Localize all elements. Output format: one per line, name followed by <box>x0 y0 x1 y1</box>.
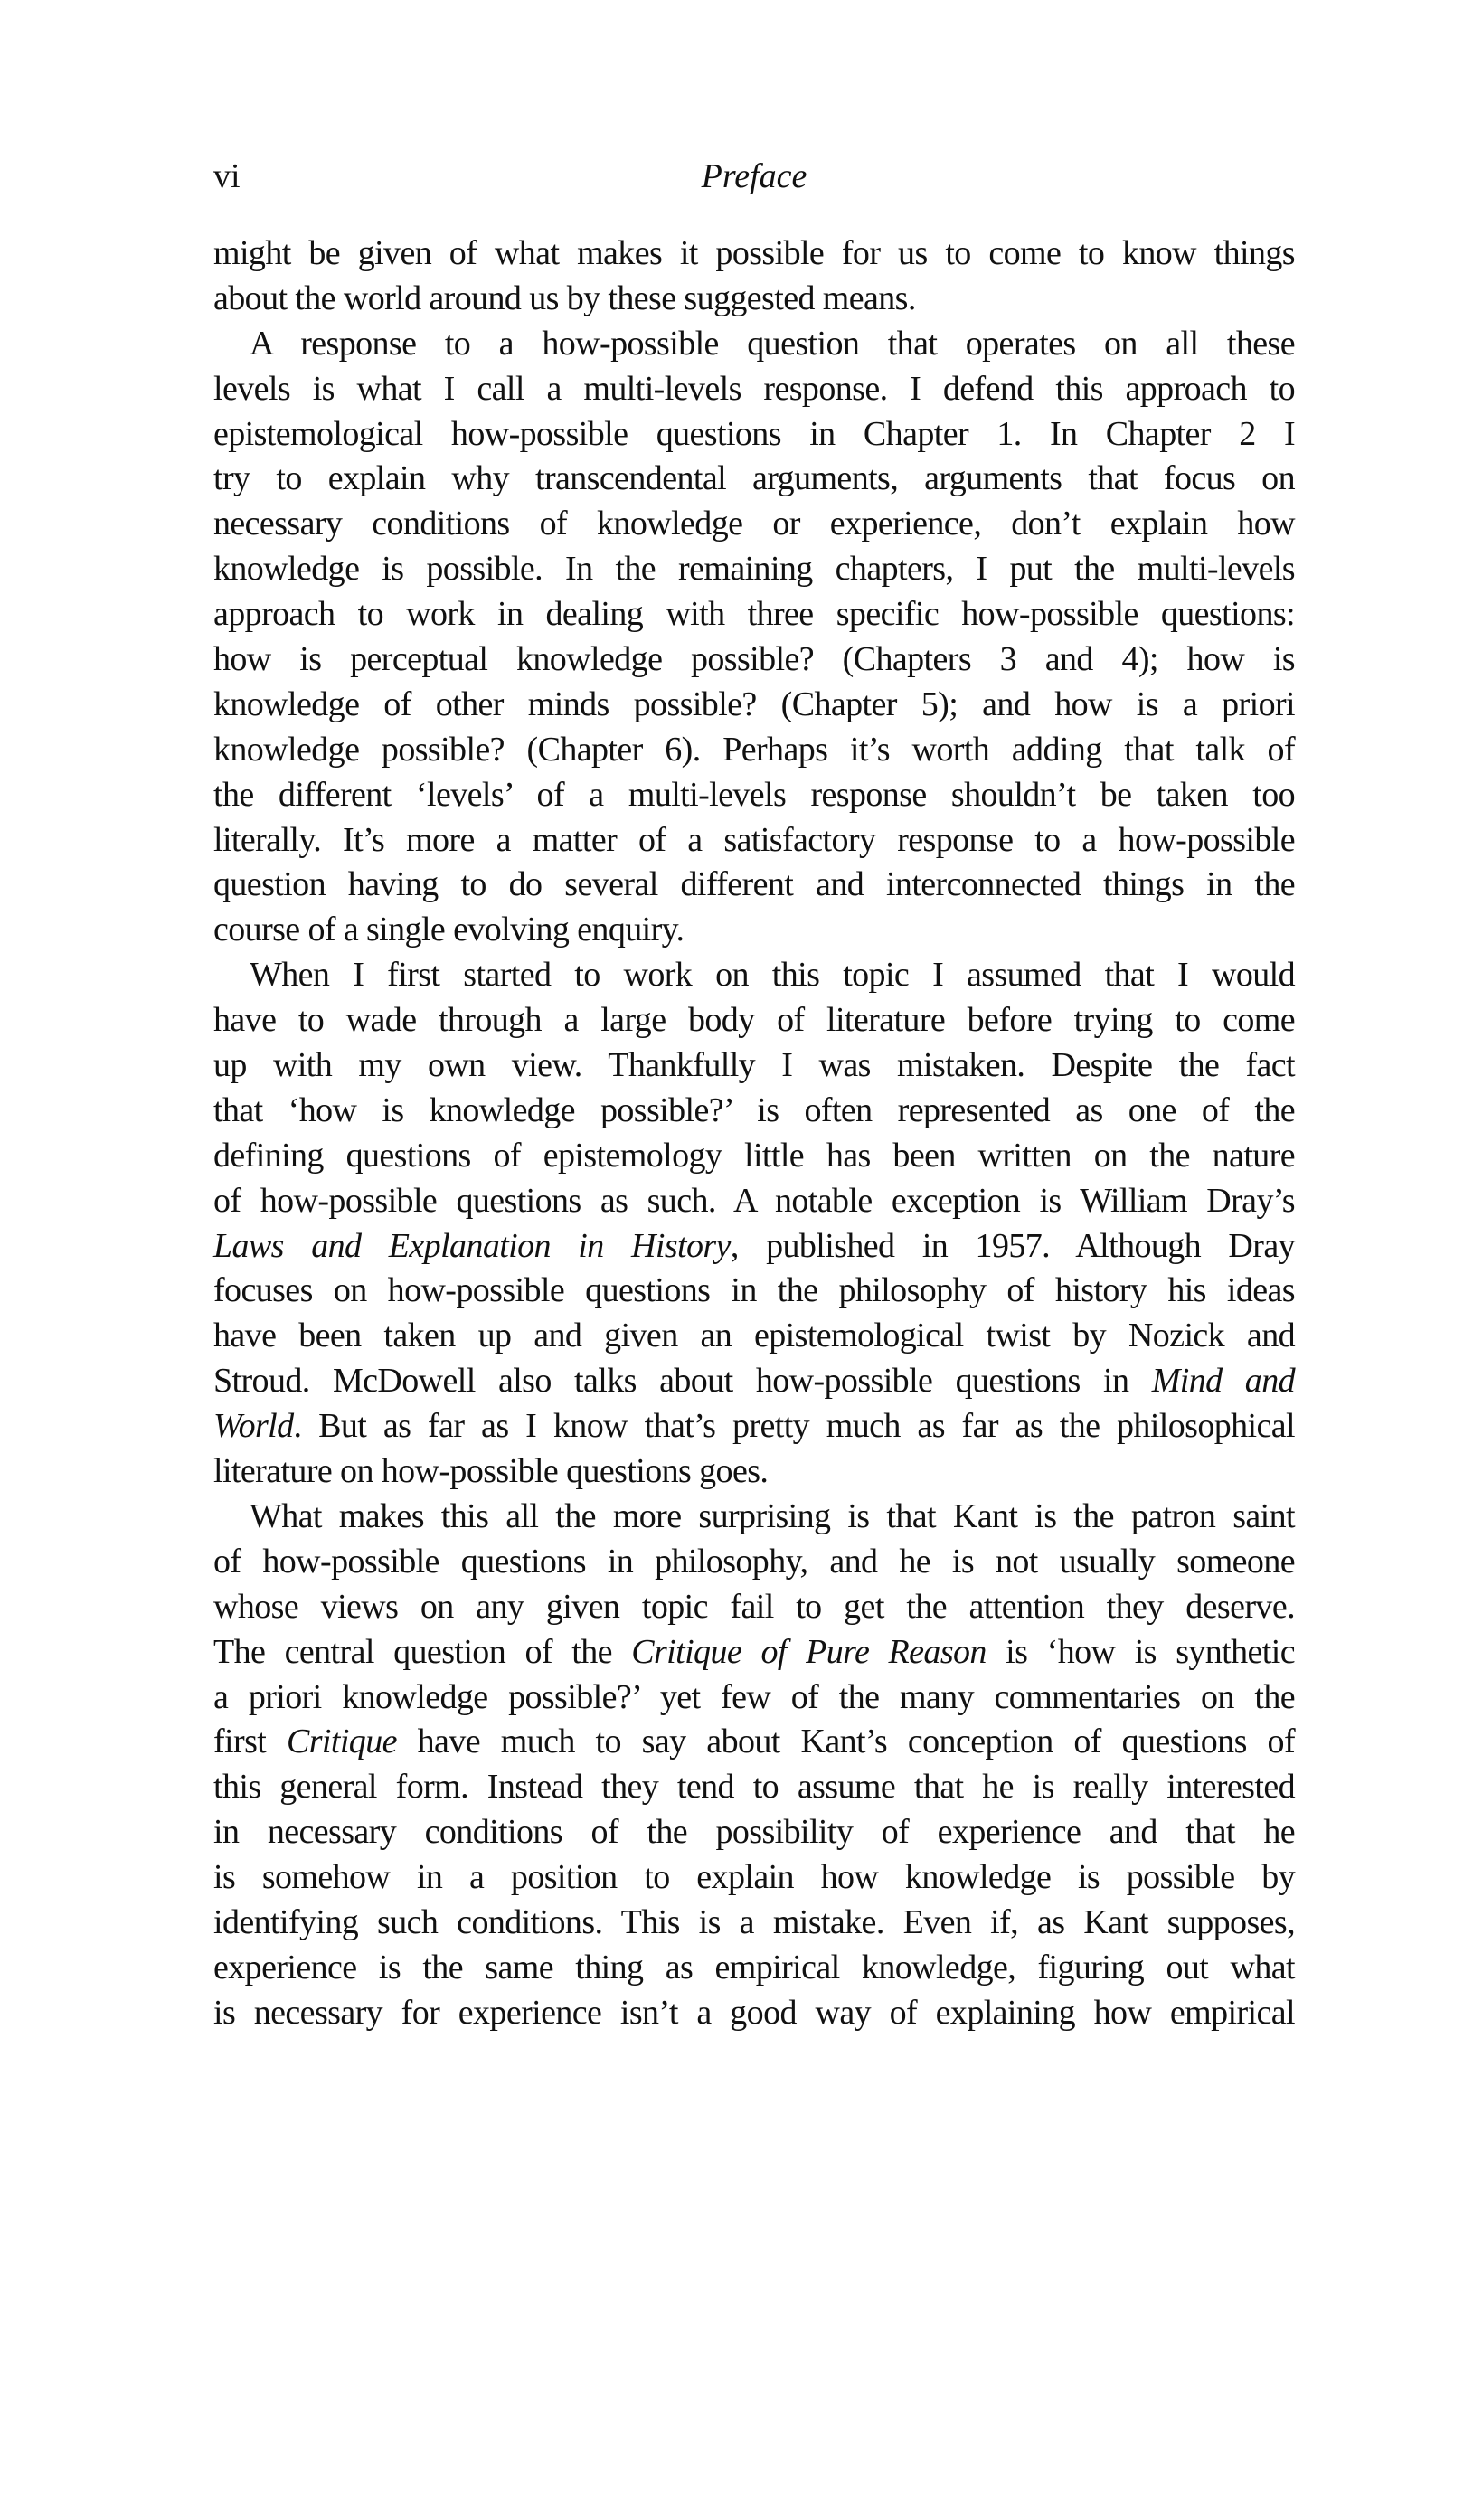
text-segment: The central question of the <box>213 1632 632 1671</box>
text-segment: try to explain why transcendental arguments, arguments that focus on <box>213 459 1295 498</box>
text-line <box>213 637 1295 683</box>
text-segment: that ‘how is knowledge possible?’ is often represented as one of the <box>213 1090 1295 1129</box>
text-segment: approach to work in dealing with three specific how-possible questions: <box>213 595 1295 634</box>
text-segment: defining questions of epistemology little has been written on the nature <box>213 1136 1295 1175</box>
text-line <box>213 367 1295 412</box>
text-line <box>213 1359 1295 1404</box>
text-segment: knowledge of other minds possible? (Chapter 5); and how is a priori <box>213 684 1295 723</box>
text-line <box>213 1224 1295 1269</box>
text-segment: is ‘how is synthetic <box>986 1632 1295 1671</box>
text-segment: is necessary for experience isn’t a good way of explaining how empirical <box>213 1993 1295 2032</box>
text-line <box>213 1134 1295 1179</box>
text-segment: , published in 1957. Although Dray <box>730 1226 1295 1265</box>
text-segment: knowledge possible? (Chapter 6). Perhaps it’s worth adding that talk of <box>213 730 1295 769</box>
text-line <box>213 1765 1295 1810</box>
text-line <box>213 1043 1295 1089</box>
text-segment: might be given of what makes it possible for us to come to know things <box>213 234 1295 272</box>
text-line <box>213 277 1295 322</box>
text-line <box>213 547 1295 592</box>
text-line <box>213 231 1295 277</box>
text-line <box>213 1089 1295 1134</box>
text-segment: literature on how-possible questions goes. <box>213 1452 769 1491</box>
italic-title: Critique <box>287 1722 397 1761</box>
text-segment: Stroud. McDowell also talks about how-possible questions in <box>213 1362 1152 1401</box>
page-number: vi <box>213 157 241 195</box>
text-segment: how is perceptual knowledge possible? (Chapters 3 and 4); how is <box>213 640 1295 679</box>
text-line <box>213 502 1295 547</box>
text-segment: focuses on how-possible questions in the philosophy of history his ideas <box>213 1271 1295 1310</box>
text-line <box>213 1495 1295 1540</box>
text-line <box>213 1404 1295 1449</box>
text-segment: a priori knowledge possible?’ yet few of the many commentaries on the <box>213 1677 1295 1716</box>
text-segment: epistemological how-possible questions in Chapter 1. In Chapter 2 I <box>213 414 1295 453</box>
text-line <box>213 998 1295 1043</box>
text-line <box>213 322 1295 367</box>
text-segment: . But as far as I know that’s pretty much as far as the philosophical <box>293 1407 1295 1446</box>
text-segment: have much to say about Kant’s conception of questions of <box>396 1722 1295 1761</box>
text-line <box>213 863 1295 908</box>
text-line <box>213 1946 1295 1991</box>
text-line <box>213 683 1295 728</box>
text-segment: A response to a how-possible question that operates on all these <box>250 324 1295 363</box>
page-header <box>213 154 1295 199</box>
text-line <box>213 1991 1295 2036</box>
italic-title: Mind and <box>1151 1362 1295 1401</box>
text-line <box>213 1540 1295 1585</box>
text-segment: this general form. Instead they tend to assume that he is really interested <box>213 1768 1295 1807</box>
text-segment: the different ‘levels’ of a multi-levels response shouldn’t be taken too <box>213 775 1295 814</box>
paragraph <box>213 231 1295 322</box>
text-line <box>213 1675 1295 1721</box>
text-segment: literally. It’s more a matter of a satisfactory response to a how-possible <box>213 820 1295 859</box>
text-segment: identifying such conditions. This is a mistake. Even if, as Kant supposes, <box>213 1902 1295 1941</box>
text-segment: of how-possible questions in philosophy, and he is not usually someone <box>213 1542 1295 1581</box>
text-segment: What makes this all the more surprising is that Kant is the patron saint <box>250 1496 1295 1535</box>
text-line <box>213 1269 1295 1314</box>
paragraph <box>213 322 1295 953</box>
text-line <box>213 1901 1295 1946</box>
text-segment: experience is the same thing as empirical knowledge, figuring out what <box>213 1948 1295 1987</box>
running-head: Preface <box>701 157 807 195</box>
text-segment: question having to do several different and interconnected things in the <box>213 865 1295 904</box>
text-line <box>213 412 1295 458</box>
italic-title: World <box>213 1407 294 1446</box>
text-segment: necessary conditions of knowledge or experience, don’t explain how <box>213 505 1295 543</box>
paragraph <box>213 1495 1295 2036</box>
text-line <box>213 1314 1295 1359</box>
text-line <box>213 457 1295 502</box>
text-segment: of how-possible questions as such. A notable exception is William Dray’s <box>213 1181 1295 1220</box>
text-segment: whose views on any given topic fail to get the attention they deserve. <box>213 1587 1295 1626</box>
text-segment: in necessary conditions of the possibility of experience and that he <box>213 1813 1295 1852</box>
text-line <box>213 908 1295 953</box>
text-line <box>213 953 1295 998</box>
text-line <box>213 1720 1295 1765</box>
text-line <box>213 818 1295 864</box>
text-line <box>213 1810 1295 1855</box>
text-line <box>213 1585 1295 1630</box>
text-line <box>213 773 1295 818</box>
text-segment: have been taken up and given an epistemological twist by Nozick and <box>213 1317 1295 1355</box>
text-segment: first <box>213 1722 287 1761</box>
text-segment: course of a single evolving enquiry. <box>213 911 685 949</box>
text-line <box>213 1179 1295 1224</box>
text-line <box>213 1449 1295 1495</box>
text-line <box>213 592 1295 637</box>
paragraph <box>213 953 1295 1495</box>
text-segment: about the world around us by these suggested means. <box>213 278 916 317</box>
text-segment: up with my own view. Thankfully I was mistaken. Despite the fact <box>213 1046 1295 1085</box>
text-segment: When I first started to work on this topic I assumed that I would <box>250 956 1295 995</box>
text-segment: is somehow in a position to explain how knowledge is possible by <box>213 1858 1295 1897</box>
text-line <box>213 728 1295 773</box>
text-line <box>213 1630 1295 1675</box>
italic-title: Critique of Pure Reason <box>631 1632 987 1671</box>
text-segment: knowledge is possible. In the remaining chapters, I put the multi-levels <box>213 550 1295 589</box>
text-segment: have to wade through a large body of literature before trying to come <box>213 1001 1295 1040</box>
text-segment: levels is what I call a multi-levels response. I defend this approach to <box>213 369 1295 408</box>
italic-title: Laws and Explanation in History <box>213 1226 731 1265</box>
text-line <box>213 1855 1295 1901</box>
body-text <box>213 231 1295 2036</box>
